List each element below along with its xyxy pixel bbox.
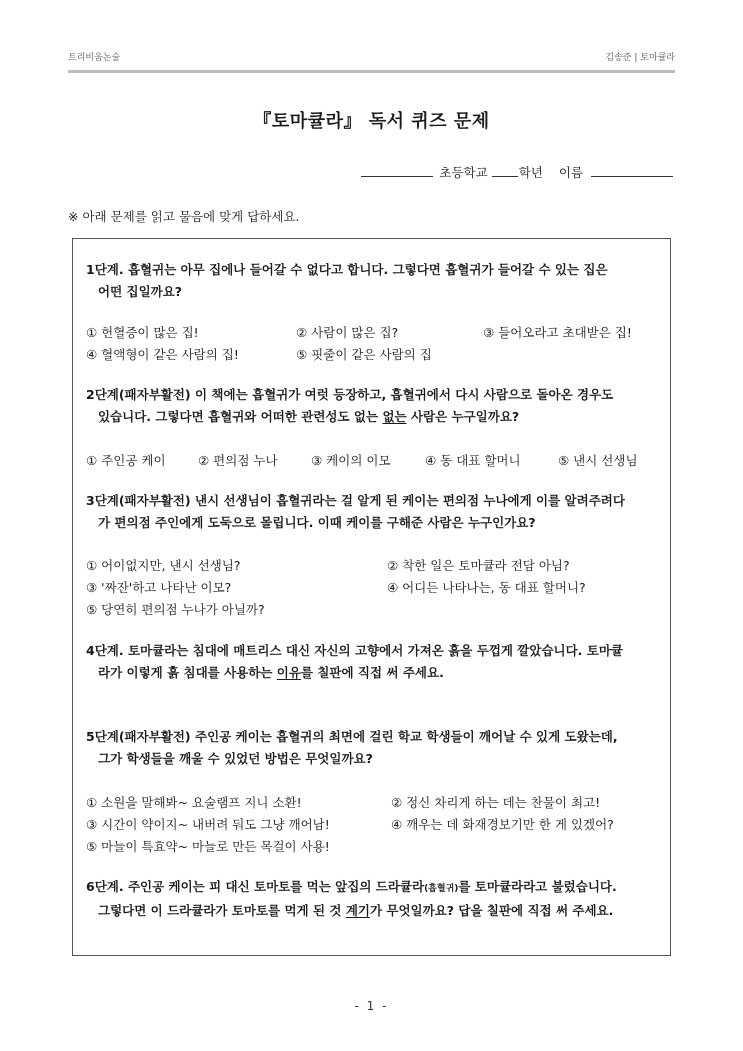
question-4	[86, 640, 664, 684]
page-header	[68, 50, 675, 64]
question-5	[86, 726, 664, 770]
student-info-line	[361, 163, 673, 181]
q3-option-4[interactable]: ④ 어디든 나타나는, 동 대표 할머니?	[387, 580, 586, 595]
q5-option-1[interactable]: ① 소원을 말해봐~ 요술램프 지니 소환!	[86, 795, 302, 810]
school-label: 초등학교	[439, 165, 488, 180]
q5-option-5[interactable]: ⑤ 마늘이 특효약~ 마늘로 만든 목걸이 사용!	[86, 839, 330, 854]
q2-option-1[interactable]: ① 주인공 케이	[86, 453, 166, 468]
q5-option-4[interactable]: ④ 깨우는 데 화재경보기만 한 게 있겠어?	[391, 817, 614, 832]
header-right-text: 김송준 | 토마큘라	[605, 53, 675, 63]
question-1	[86, 259, 664, 303]
question-6-line-2: 그렇다면 이 드라큘라가 토마토를 먹게 된 것 계기가 무엇일까요? 답을 칠판에 직접 써 주세요.	[98, 903, 614, 918]
question-1-line-1: 1단계. 흡혈귀는 아무 집에나 들어갈 수 없다고 합니다. 그렇다면 흡혈귀가 들어갈 수 있는 집은	[86, 262, 608, 277]
q3-option-5[interactable]: ⑤ 당연히 편의점 누나가 아닐까?	[86, 602, 265, 617]
underlined-word-reason: 이유	[276, 665, 301, 680]
underlined-word-none: 없는	[382, 409, 407, 424]
question-6	[86, 876, 664, 922]
question-5-line-2: 그가 학생들을 깨울 수 있었던 방법은 무엇일까요?	[98, 751, 373, 766]
q2-option-4[interactable]: ④ 동 대표 할머니	[425, 453, 521, 468]
q3-option-3[interactable]: ③ '짜잔'하고 나타난 이모?	[86, 580, 232, 595]
question-4-line-2: 라가 이렇게 흙 침대를 사용하는 이유를 칠판에 직접 써 주세요.	[98, 665, 444, 680]
name-blank[interactable]	[591, 164, 673, 177]
school-blank[interactable]	[361, 164, 433, 177]
question-3-line-1: 3단계(패자부활전) 낸시 선생님이 흡혈귀라는 걸 알게 된 케이는 편의점 누나에게 이를 알려주려다	[86, 493, 625, 508]
q5-option-2[interactable]: ② 정신 차리게 하는 데는 찬물이 최고!	[391, 795, 601, 810]
question-6-line-1: 6단계. 주인공 케이는 피 대신 토마토를 먹는 앞집의 드라큘라(흡혈귀)를 토마큘라라고 불렀습니다.	[86, 879, 617, 894]
question-5-line-1: 5단계(패자부활전) 주인공 케이는 흡혈귀의 최면에 걸린 학교 학생들이 깨어날 수 있게 도왔는데,	[86, 729, 618, 744]
q1-option-2[interactable]: ② 사람이 많은 집?	[296, 325, 399, 340]
q5-option-3[interactable]: ③ 시간이 약이지~ 내버려 둬도 그냥 깨어남!	[86, 817, 330, 832]
page-title: 『토마큘라』 독서 퀴즈 문제	[253, 111, 490, 132]
quiz-box	[72, 238, 671, 956]
question-4-line-1: 4단계. 토마큘라는 침대에 매트리스 대신 자신의 고향에서 가져온 흙을 두껍게 깔았습니다. 토마큘	[86, 643, 623, 658]
q2-option-3[interactable]: ③ 케이의 이모	[311, 453, 391, 468]
q2-option-2[interactable]: ② 편의점 누나	[198, 453, 278, 468]
grade-label: 학년	[518, 165, 543, 180]
question-3-line-2: 가 편의점 주인에게 도둑으로 몰립니다. 이때 케이를 구해준 사람은 누구인가요?	[98, 515, 536, 530]
instruction-text: ※ 아래 문제를 읽고 물음에 맞게 답하세요.	[68, 209, 300, 224]
question-2-line-2: 있습니다. 그렇다면 흡혈귀와 어떠한 관련성도 없는 없는 사람은 누구일까요?	[98, 409, 520, 424]
grade-blank[interactable]	[492, 164, 518, 177]
q3-option-2[interactable]: ② 착한 일은 토마큘라 전담 아님?	[387, 558, 570, 573]
q2-option-5[interactable]: ⑤ 낸시 선생님	[558, 453, 638, 468]
header-divider	[68, 70, 675, 73]
question-2	[86, 384, 664, 428]
page-number: - 1 -	[354, 999, 389, 1013]
question-3	[86, 490, 664, 534]
underlined-word-cause: 계기	[345, 903, 370, 918]
header-left-text: 트리비움논술	[68, 53, 121, 63]
name-label: 이름	[558, 165, 583, 180]
question-2-line-1: 2단계(패자부활전) 이 책에는 흡혈귀가 여럿 등장하고, 흡혈귀에서 다시 사람으로 돌아온 경우도	[86, 387, 614, 402]
q3-option-1[interactable]: ① 어이없지만, 낸시 선생님?	[86, 558, 241, 573]
q1-option-5[interactable]: ⑤ 핏줄이 같은 사람의 집	[296, 347, 432, 362]
q1-option-4[interactable]: ④ 혈액형이 같은 사람의 집!	[86, 347, 239, 362]
q1-option-1[interactable]: ① 헌혈증이 많은 집!	[86, 325, 199, 340]
q1-option-3[interactable]: ③ 들어오라고 초대받은 집!	[483, 325, 632, 340]
question-1-line-2: 어떤 집일까요?	[98, 284, 183, 299]
